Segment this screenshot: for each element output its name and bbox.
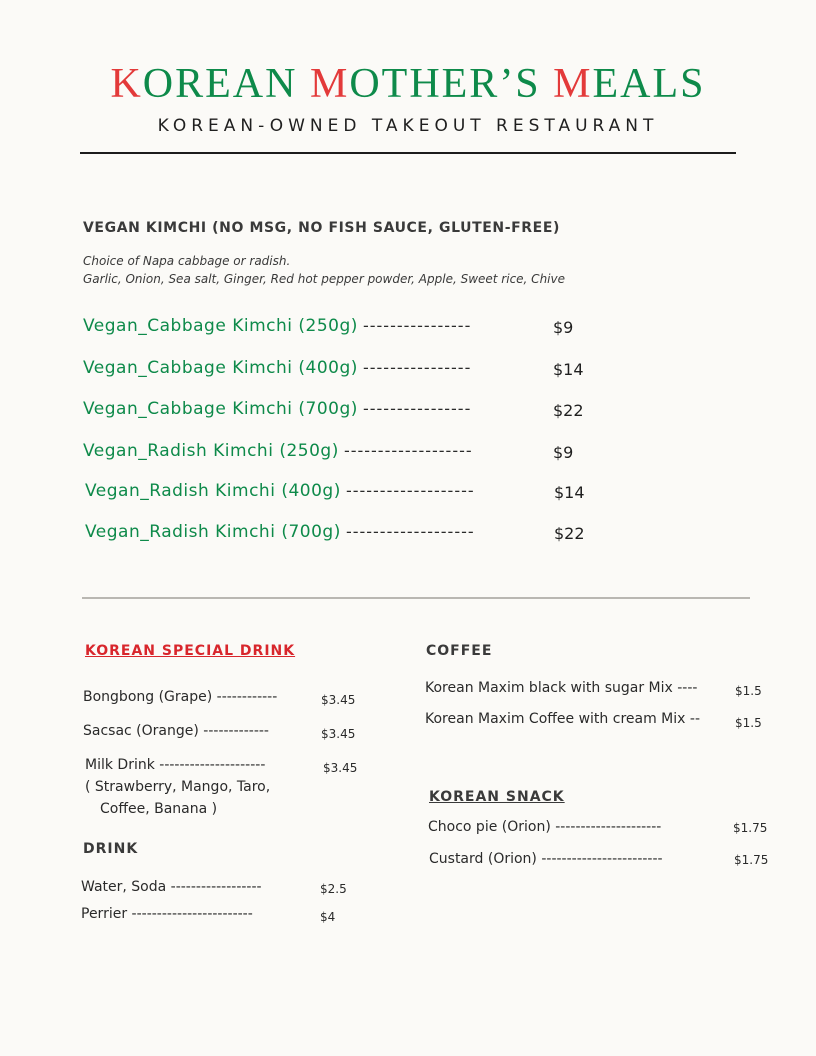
item-name: Water, Soda	[81, 879, 167, 895]
item-name: Vegan_Radish Kimchi (400g)	[85, 481, 341, 501]
special-drink-heading: KOREAN SPECIAL DRINK	[85, 643, 296, 659]
restaurant-title	[0, 60, 816, 108]
leader-dashes: ----	[677, 680, 698, 696]
milk-drink-options: ( Strawberry, Mango, Taro,	[85, 779, 271, 795]
item-price: $3.45	[321, 693, 356, 707]
item-price: $3.45	[323, 761, 358, 775]
coffee-heading: COFFEE	[426, 643, 493, 659]
menu-item	[85, 522, 475, 542]
title-letter-k: K	[110, 61, 143, 107]
item-name: Bongbong (Grape)	[83, 689, 213, 705]
leader-dashes: -------------------	[345, 522, 475, 541]
item-name: Choco pie (Orion)	[428, 819, 551, 835]
milk-drink-options-cont: Coffee, Banana )	[100, 801, 218, 817]
item-price: $1.75	[734, 853, 769, 867]
menu-item	[83, 316, 471, 336]
menu-item	[83, 441, 473, 461]
menu-item	[85, 481, 475, 501]
item-name: Korean Maxim Coffee with cream Mix	[425, 711, 686, 727]
item-name: Vegan_Radish Kimchi (250g)	[83, 441, 339, 461]
leader-dashes: -------------------	[343, 441, 473, 460]
leader-dashes: ---------------------	[555, 819, 662, 835]
item-price: $1.5	[735, 684, 762, 698]
kimchi-heading: VEGAN KIMCHI (NO MSG, NO FISH SAUCE, GLUTEN-FREE)	[83, 220, 560, 236]
snack-heading: KOREAN SNACK	[429, 789, 565, 805]
title-letter-m2: M	[553, 61, 593, 107]
item-name: Milk Drink	[85, 757, 155, 773]
kimchi-note-choice: Choice of Napa cabbage or radish.	[83, 254, 291, 268]
item-name: Perrier	[81, 906, 128, 922]
menu-item	[81, 879, 262, 895]
leader-dashes: ----------------	[362, 358, 472, 377]
leader-dashes: ---------------------	[159, 757, 266, 773]
item-price: $9	[553, 443, 574, 462]
item-name: Korean Maxim black with sugar Mix	[425, 680, 673, 696]
item-price: $1.75	[733, 821, 768, 835]
title-word-eals: EALS	[592, 61, 706, 107]
drink-heading: DRINK	[83, 841, 139, 857]
item-price: $14	[553, 360, 584, 379]
menu-item	[425, 711, 700, 727]
leader-dashes: ------------------------	[541, 851, 663, 867]
kimchi-note-ingredients: Garlic, Onion, Sea salt, Ginger, Red hot pepper powder, Apple, Sweet rice, Chive	[83, 272, 565, 286]
item-name: Vegan_Cabbage Kimchi (400g)	[83, 358, 358, 378]
leader-dashes: -------------------	[345, 481, 475, 500]
item-price: $4	[320, 910, 336, 924]
item-price: $3.45	[321, 727, 356, 741]
item-name: Vegan_Cabbage Kimchi (700g)	[83, 399, 358, 419]
menu-item	[83, 689, 277, 705]
item-price: $22	[553, 401, 584, 420]
menu-item	[428, 819, 661, 835]
item-price: $1.5	[735, 716, 762, 730]
title-word-orean: OREAN	[142, 61, 310, 107]
title-word-other: OTHER’S	[349, 61, 554, 107]
menu-item	[85, 757, 265, 773]
menu-item	[81, 906, 253, 922]
item-name: Vegan_Cabbage Kimchi (250g)	[83, 316, 358, 336]
menu-item	[425, 680, 697, 696]
title-letter-m: M	[309, 61, 350, 107]
item-price: $14	[554, 483, 585, 502]
header-divider	[80, 152, 736, 154]
leader-dashes: --	[689, 711, 700, 727]
restaurant-subtitle: KOREAN-OWNED TAKEOUT RESTAURANT	[157, 116, 659, 136]
menu-item	[429, 851, 663, 867]
item-name: Vegan_Radish Kimchi (700g)	[85, 522, 341, 542]
item-price: $22	[554, 524, 585, 543]
menu-item	[83, 358, 471, 378]
item-price: $9	[553, 318, 574, 337]
leader-dashes: ----------------	[362, 399, 472, 418]
item-name: Custard (Orion)	[429, 851, 537, 867]
menu-item	[83, 399, 471, 419]
leader-dashes: ------------------	[170, 879, 262, 895]
item-name: Sacsac (Orange)	[83, 723, 199, 739]
leader-dashes: ------------	[216, 689, 278, 705]
item-price: $2.5	[320, 882, 347, 896]
leader-dashes: -------------	[203, 723, 269, 739]
section-divider	[82, 597, 750, 599]
menu-item	[83, 723, 269, 739]
leader-dashes: ----------------	[362, 316, 472, 335]
leader-dashes: ------------------------	[131, 906, 253, 922]
